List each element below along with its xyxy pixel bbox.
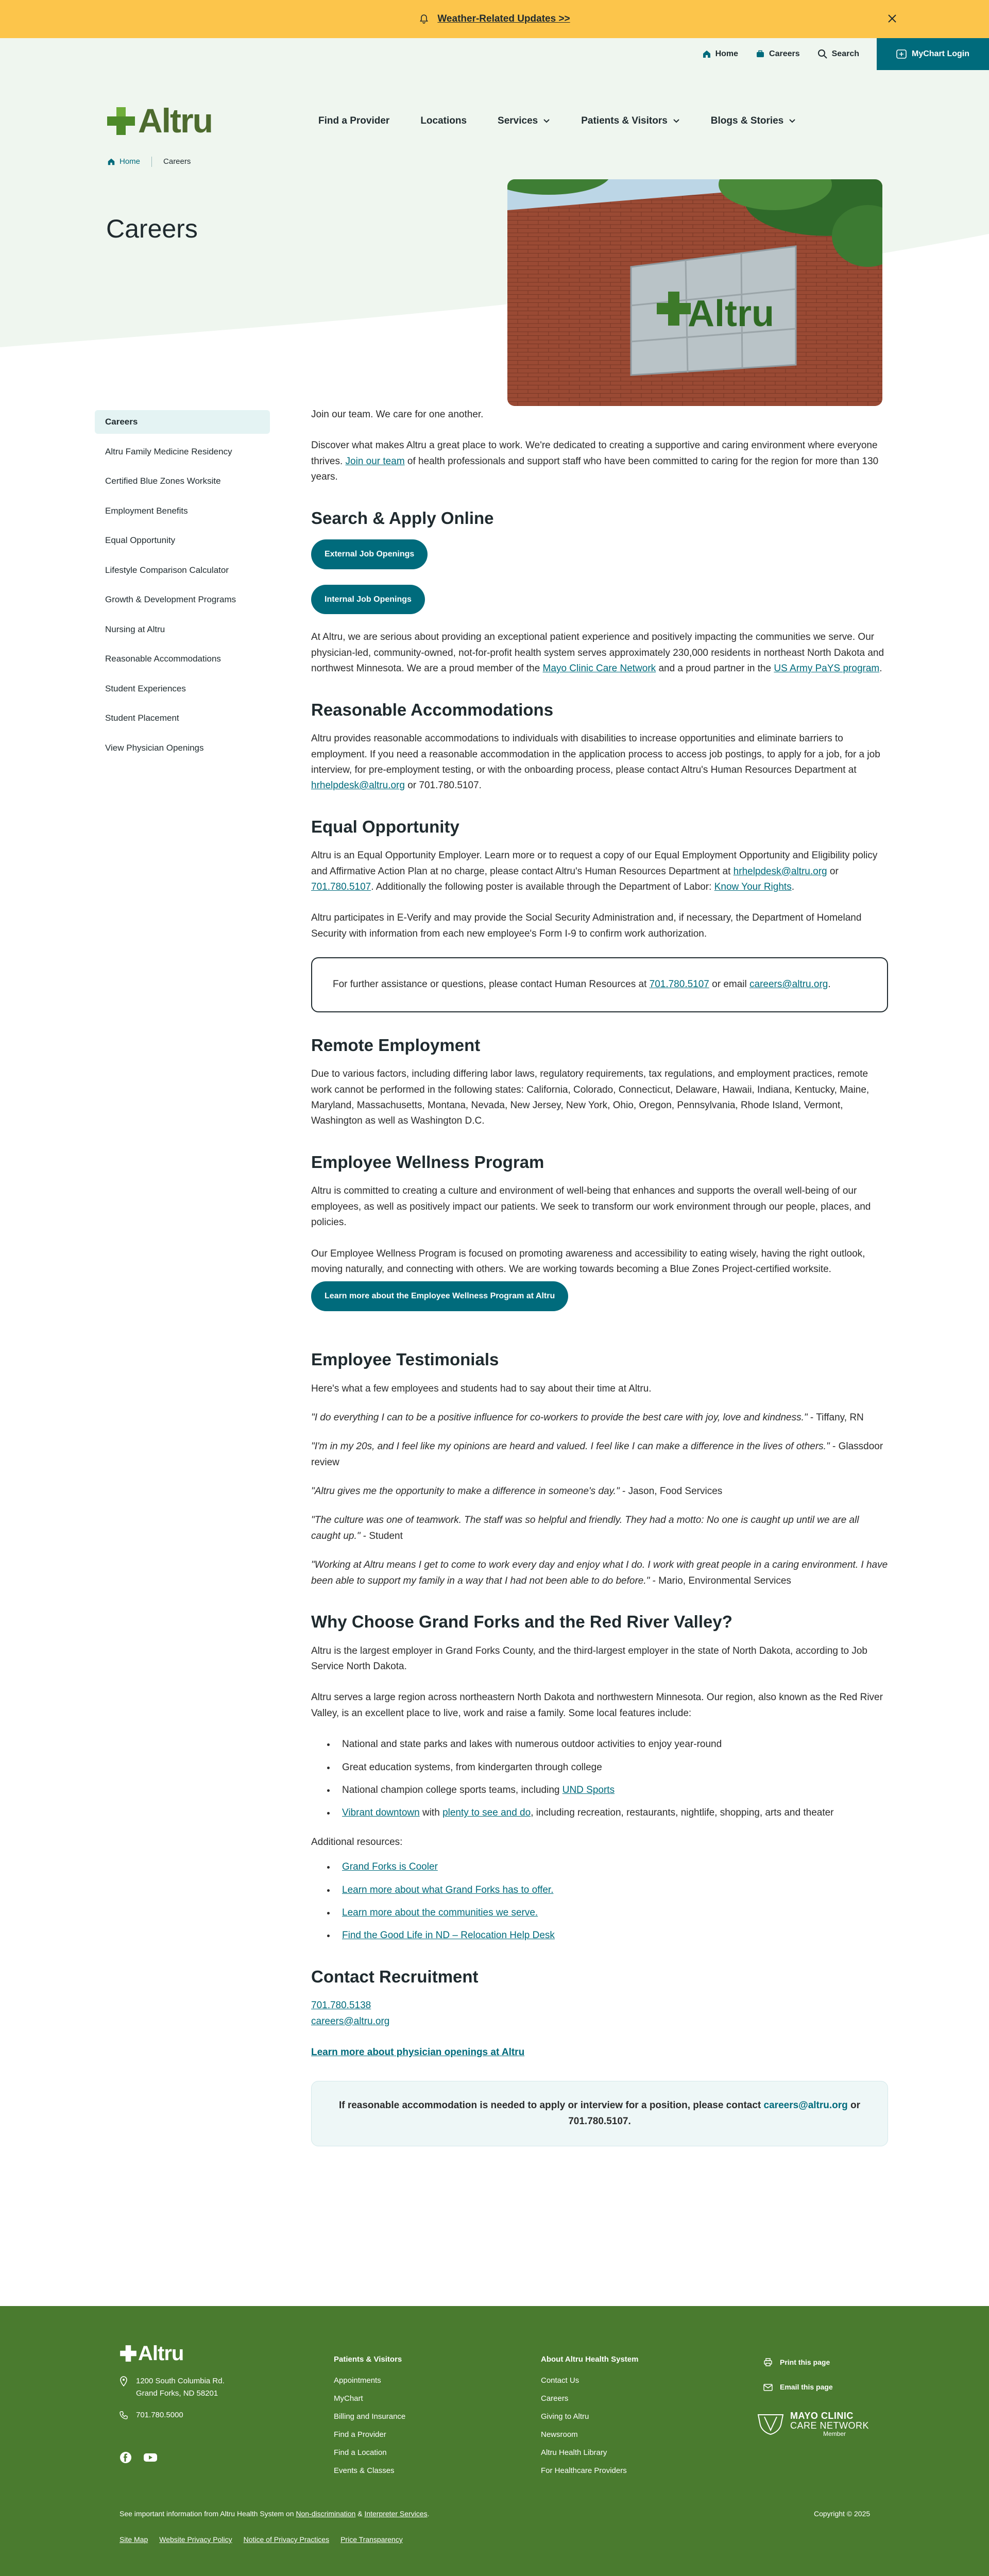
alert-banner [0,0,989,38]
site-footer [0,2306,989,2576]
sidebar-item-label: Student Placement [105,713,179,723]
footer-link[interactable]: Newsroom [541,2430,578,2439]
resource-link[interactable]: Learn more about what Grand Forks has to offer. [342,1884,554,1895]
bell-icon [419,14,429,24]
utility-home[interactable] [702,47,738,61]
why-paragraph-1: Altru is the largest employer in Grand Forks County, and the third-largest employer in the state of North Dakota, according to Job Service North Dakota. [311,1645,868,1672]
text-run: . [879,663,882,674]
text-run: . [828,979,831,990]
page-title: Careers [106,214,198,243]
text-run: with [419,1807,443,1819]
about-paragraph [311,630,888,676]
text-run: or email [709,979,750,990]
facebook-icon[interactable] [120,2451,132,2464]
sidebar-item-careers[interactable] [95,410,270,434]
testimonial-author: - Jason, Food Services [619,1486,723,1497]
remote-employment-paragraph: Due to various factors, including differing labor laws, regulatory requirements, tax regulations, and employment practices, remote work cannot be performed in the following states: California, Colorado, Connecticut, Delaware, Hawaii, Indiana, Kentucky, Maine, Maryland, Massachusetts, Montana, Nevada, New Jersey, New York, Ohio, Oregon, Pennsylvania, Rhode Island, Vermont, Washington as well as Washington D.C. [311,1069,869,1127]
list-item [336,1783,888,1798]
footer-link[interactable]: Contact Us [541,2376,579,2385]
nav-services[interactable] [498,113,550,129]
nondiscrimination-link[interactable]: Non-discrimination [296,2510,356,2518]
mayo-clinic-badge[interactable] [755,2411,869,2437]
utility-nav [702,38,989,70]
sidebar-nav [95,410,270,766]
utility-careers[interactable] [756,47,800,61]
text-run: or 701.780.5107. [568,2100,861,2127]
resource-link[interactable]: Find the Good Life in ND – Relocation Help Desk [342,1930,555,1941]
footer-link[interactable]: Find a Location [334,2448,387,2457]
footer-bottom-links [120,2534,403,2545]
footer-about-column [541,2353,638,2483]
sidebar-item-benefits[interactable] [95,499,270,523]
physician-openings-link[interactable]: Learn more about physician openings at Altru [311,2047,525,2058]
footer-phone-label: 701.780.5000 [136,2411,183,2419]
utility-search[interactable] [817,47,859,61]
footer-wordmark: Altru [138,2342,184,2365]
testimonials-list [311,1381,888,1589]
nav-patients-visitors[interactable] [581,113,680,129]
list-item: • National and state parks and lakes with numerous outdoor activities to enjoy year-round [336,1737,888,1752]
nav-find-provider[interactable] [318,113,389,129]
weather-updates-link[interactable]: Weather-Related Updates >> [437,13,570,24]
know-your-rights-link[interactable]: Know Your Rights [714,882,792,893]
text-run: Altru is an Equal Opportunity Employer. Learn more or to request a copy of our Equal Employment Opportunity and Eligibility policy and Affirmative Action Plan at no charge, please contact Altru's Human Resources Department at [311,850,878,877]
text-run: At Altru, we are serious about providing an exceptional patient experience and positively impacting the communities we serve. Our physician-led, community-owned, not-for-profit health system serves approximately 230,000 residents in northeast North Dakota and northwest Minnesota. We are a proud member of the [311,632,884,674]
text-run: and a proud partner in the [656,663,774,674]
nav-label: Find a Provider [318,115,390,126]
mayo-shield-icon [755,2413,786,2435]
recruitment-contacts [311,1998,888,2029]
list-item [336,1859,888,1875]
everify-paragraph: Altru participates in E-Verify and may provide the Social Security Administration and, if necessary, the Department of Homeland Security with information from each new employee's Form I-9 to confirm work authorization. [311,912,862,939]
list-item [336,1928,888,1943]
text-run: or [827,866,839,877]
footer-link[interactable]: MyChart [334,2394,363,2403]
sidebar-item-label: Reasonable Accommodations [105,654,221,664]
why-grand-forks-heading: Why Choose Grand Forks and the Red River Valley? [311,1612,732,1632]
text-run: . Additionally the following poster is available through the Department of Labor: [371,882,714,893]
footer-link[interactable]: Altru Health Library [541,2448,607,2457]
testimonial-author: - Mario, Environmental Services [650,1575,791,1586]
sidebar-item-label: Employment Benefits [105,505,188,516]
breadcrumb-divider [151,157,152,167]
text-run: If reasonable accommodation is needed to apply or interview for a position, please contact [338,2100,764,2111]
nav-label: Blogs & Stories [710,115,784,126]
sidebar-item-label: Lifestyle Comparison Calculator [105,565,229,575]
site-map-link[interactable]: Site Map [120,2535,148,2544]
sidebar-item-label: Growth & Development Programs [105,595,236,604]
text-run: National champion college sports teams, including [342,1784,562,1795]
testimonial [311,1513,888,1544]
mychart-login-label: MyChart Login [912,49,969,59]
email-icon [763,2384,773,2391]
social-links [120,2451,158,2464]
breadcrumb-home[interactable] [107,156,140,168]
wellness-paragraph-2: Our Employee Wellness Program is focused on promoting awareness and accessibility to eating wisely, having the right outlook, moving naturally, and connecting with others. We are working towards becoming a Blue Zones Project-certified worksite. [311,1248,865,1275]
recruitment-email-link[interactable]: careers@altru.org [311,2015,390,2027]
see-and-do-link[interactable]: plenty to see and do [442,1807,531,1819]
sidebar-item-accommodations[interactable] [95,647,270,671]
accommodations-heading: Reasonable Accommodations [311,700,554,719]
sidebar-item-student-placement[interactable] [95,706,270,730]
wellness-program-button[interactable]: Learn more about the Employee Wellness Program at Altru [311,1281,568,1311]
nav-label: Patients & Visitors [581,115,668,126]
briefcase-icon [756,49,765,59]
vibrant-downtown-link[interactable]: Vibrant downtown [342,1807,420,1819]
breadcrumb [107,156,191,168]
hr-email-link[interactable]: hrhelpdesk@altru.org [311,780,405,791]
testimonial-quote: "I do everything I can to be a positive influence for co-workers to provide the best care with joy, love and kindness." [311,1412,808,1423]
testimonial-quote: "I'm in my 20s, and I feel like my opinions are heard and valued. I feel like I can make a difference in the lives of others." [311,1441,830,1452]
additional-resources-label: Additional resources: [311,1836,403,1848]
search-apply-heading: Search & Apply Online [311,508,494,528]
text-run: For further assistance or questions, please contact Human Resources at [333,979,650,990]
recruitment-phone-link[interactable]: 701.780.5138 [311,2000,371,2011]
sidebar-item-physician-openings[interactable] [95,736,270,760]
list-item [336,1883,888,1898]
footer-column-heading: Patients & Visitors [334,2355,402,2364]
text-run: , including recreation, restaurants, nightlife, shopping, arts and theater [531,1807,834,1819]
mychart-icon [896,49,907,59]
testimonials-intro: Here's what a few employees and students had to say about their time at Altru. [311,1383,652,1394]
mayo-network-link[interactable]: Mayo Clinic Care Network [542,663,656,674]
resource-link[interactable]: Grand Forks is Cooler [342,1861,438,1873]
copyright: Copyright © 2025 [814,2510,871,2518]
list-item: • Great education systems, from kindergarten through college [336,1760,888,1775]
internal-jobs-button[interactable]: Internal Job Openings [311,585,425,615]
address-line-2: Grand Forks, ND 58201 [136,2389,218,2398]
accommodation-notice [311,2081,888,2146]
chevron-down-icon [673,118,680,124]
footer-link[interactable]: For Healthcare Providers [541,2466,627,2475]
footer-notice [120,2508,430,2519]
sidebar-item-nursing[interactable] [95,618,270,641]
text-run: or 701.780.5107. [404,780,482,791]
testimonial-author: - Student [360,1530,403,1541]
equal-opportunity-paragraph [311,848,888,895]
sidebar-item-family-medicine[interactable] [95,440,270,464]
testimonial [311,1410,888,1426]
intro-paragraph [311,438,888,485]
logo-wordmark: Altru [138,101,212,140]
altru-cross-icon [106,106,136,136]
pays-program-link[interactable]: US Army PaYS program [774,663,880,674]
footer-link[interactable]: Events & Classes [334,2466,395,2475]
hr-contact-callout [311,957,888,1012]
chevron-down-icon [789,118,796,124]
footer-link[interactable]: Find a Provider [334,2430,386,2439]
list-item [336,1805,888,1821]
nav-blogs-stories[interactable] [711,113,796,129]
accommodations-paragraph [311,731,888,794]
why-paragraph-2: Altru serves a large region across northeastern North Dakota and northwestern Minnesota. Our region, also known as the Red River Valley, is an excellent place to live, work and raise a family. Some local features include: [311,1692,883,1719]
contact-recruitment-heading: Contact Recruitment [311,1967,479,1986]
mayo-line-2: CARE NETWORK [790,2420,869,2431]
intro-text: Join our team. We care for one another. [311,409,484,420]
interpreter-services-link[interactable]: Interpreter Services [364,2510,428,2518]
print-icon [763,2358,773,2367]
text-run: Discover what makes Altru a great place to work. We're dedicated to creating a supportive and caring environment where everyone thrives. [311,440,878,467]
testimonial [311,1557,888,1589]
hr-email-link[interactable]: hrhelpdesk@altru.org [733,866,827,877]
testimonial-quote: "Altru gives me the opportunity to make a difference in someone's day." [311,1486,620,1497]
footer-column-heading: About Altru Health System [541,2355,639,2364]
join-team-link[interactable]: Join our team [345,455,405,467]
footer-link[interactable]: Careers [541,2394,569,2403]
text-run: See important information from Altru Health System on [120,2510,296,2518]
search-icon [817,49,828,59]
testimonial-author: - Tiffany, RN [807,1412,864,1423]
altru-cross-icon [120,2345,137,2362]
testimonial [311,1439,888,1470]
equal-opportunity-heading: Equal Opportunity [311,817,459,836]
sidebar-item-label: Equal Opportunity [105,535,176,545]
nav-label: Services [498,115,538,126]
footer-utility [763,2357,833,2393]
nav-locations[interactable] [420,113,467,129]
footer-link[interactable]: Giving to Altru [541,2412,589,2421]
footer-patients-column [334,2353,405,2483]
sidebar-item-equal-opportunity[interactable] [95,529,270,552]
privacy-policy-link[interactable]: Website Privacy Policy [159,2535,232,2544]
local-features-list [336,1737,888,1821]
sidebar-item-label: Altru Family Medicine Residency [105,446,232,456]
testimonial-author: - Glassdoor review [311,1441,883,1468]
text-run: of health professionals and support staff who have been committed to caring for the region for more than 130 years. [311,455,879,483]
mayo-line-3: Member [823,2430,846,2437]
text-run: . [427,2510,430,2518]
utility-home-label: Home [715,49,739,59]
testimonial-quote: "Working at Altru means I get to come to work every day and enjoy what I do. I work with great people in a caring environment. I have been able to support my family in a way that I had not been able to do before." [311,1560,888,1586]
testimonial [311,1484,888,1499]
sign-wordmark: Altru [688,293,774,334]
resources-list [336,1859,888,1944]
footer-logo[interactable] [120,2337,183,2370]
callout-text [333,977,866,992]
building-sign-image [507,179,882,406]
utility-careers-label: Careers [769,49,800,59]
home-icon [107,158,115,166]
external-jobs-button[interactable]: External Job Openings [311,539,428,569]
nav-label: Locations [420,115,467,126]
site-header [0,38,989,409]
testimonial-quote: "The culture was one of teamwork. The staff was so helpful and friendly. They had a motto: No one is caught up until we are all caught up." [311,1515,859,1541]
email-page-link[interactable] [763,2381,833,2393]
remote-employment-heading: Remote Employment [311,1035,481,1055]
wellness-heading: Employee Wellness Program [311,1152,544,1172]
privacy-practices-link[interactable]: Notice of Privacy Practices [243,2535,330,2544]
text-run: Altru provides reasonable accommodations to individuals with disabilities to increase opportunities and eliminate barriers to employment. If you need a reasonable accommodation in the application process to access job postings, to apply for a job, for a job interview, for pre-employment testing, or with the onboarding process, please contact Altru's Human Resources Department at [311,733,880,775]
sidebar-item-label: Student Experiences [105,683,186,693]
footer-phone[interactable] [120,2409,183,2421]
breadcrumb-current: Careers [163,157,191,166]
hr-phone-link[interactable]: 701.780.5107 [311,882,371,893]
home-icon [702,49,711,59]
text-run: . [791,882,794,893]
sidebar-item-label: Careers [105,417,138,427]
youtube-icon[interactable] [143,2451,158,2464]
map-pin-icon [120,2376,128,2386]
phone-icon [120,2411,128,2419]
careers-email-link[interactable]: careers@altru.org [749,979,828,990]
list-item [336,1905,888,1921]
footer-address [120,2375,225,2400]
text-run: & [355,2510,365,2518]
print-page-label: Print this page [780,2358,830,2366]
sidebar-item-label: Nursing at Altru [105,624,165,634]
footer-link[interactable]: Billing and Insurance [334,2412,406,2421]
utility-search-label: Search [831,49,859,59]
resource-link[interactable]: Learn more about the communities we serve. [342,1907,538,1918]
price-transparency-link[interactable]: Price Transparency [340,2535,403,2544]
footer-link[interactable]: Appointments [334,2376,381,2385]
mayo-line-1: MAYO CLINIC [790,2411,854,2421]
sidebar-item-growth[interactable] [95,588,270,612]
address-line-1: 1200 South Columbia Rd. [136,2377,225,2385]
altru-logo[interactable] [106,94,212,148]
sidebar-item-label: Certified Blue Zones Worksite [105,476,221,486]
close-icon[interactable] [886,12,898,25]
sidebar-item-lifestyle-calculator[interactable] [95,558,270,582]
print-page-link[interactable] [763,2357,833,2368]
sidebar-item-student-experiences[interactable] [95,677,270,701]
email-page-label: Email this page [780,2383,833,2392]
und-sports-link[interactable]: UND Sports [562,1784,615,1795]
hero-image [507,179,882,406]
wellness-paragraph-1: Altru is committed to creating a culture and environment of well-being that enhances and supports the overall well-being of our employees, as well as positively impact our patients. We seek to transform our work environment through our people, places, and policies. [311,1185,871,1228]
chevron-down-icon [543,118,550,124]
mychart-login-button[interactable] [877,38,989,70]
hr-phone-link[interactable]: 701.780.5107 [649,979,709,990]
sidebar-item-label: View Physician Openings [105,742,204,753]
careers-email-link[interactable]: careers@altru.org [763,2100,848,2111]
main-nav [318,113,827,129]
breadcrumb-home-label: Home [120,157,141,166]
sidebar-item-blue-zones[interactable] [95,469,270,493]
main-content [311,407,888,2146]
testimonials-heading: Employee Testimonials [311,1349,499,1369]
